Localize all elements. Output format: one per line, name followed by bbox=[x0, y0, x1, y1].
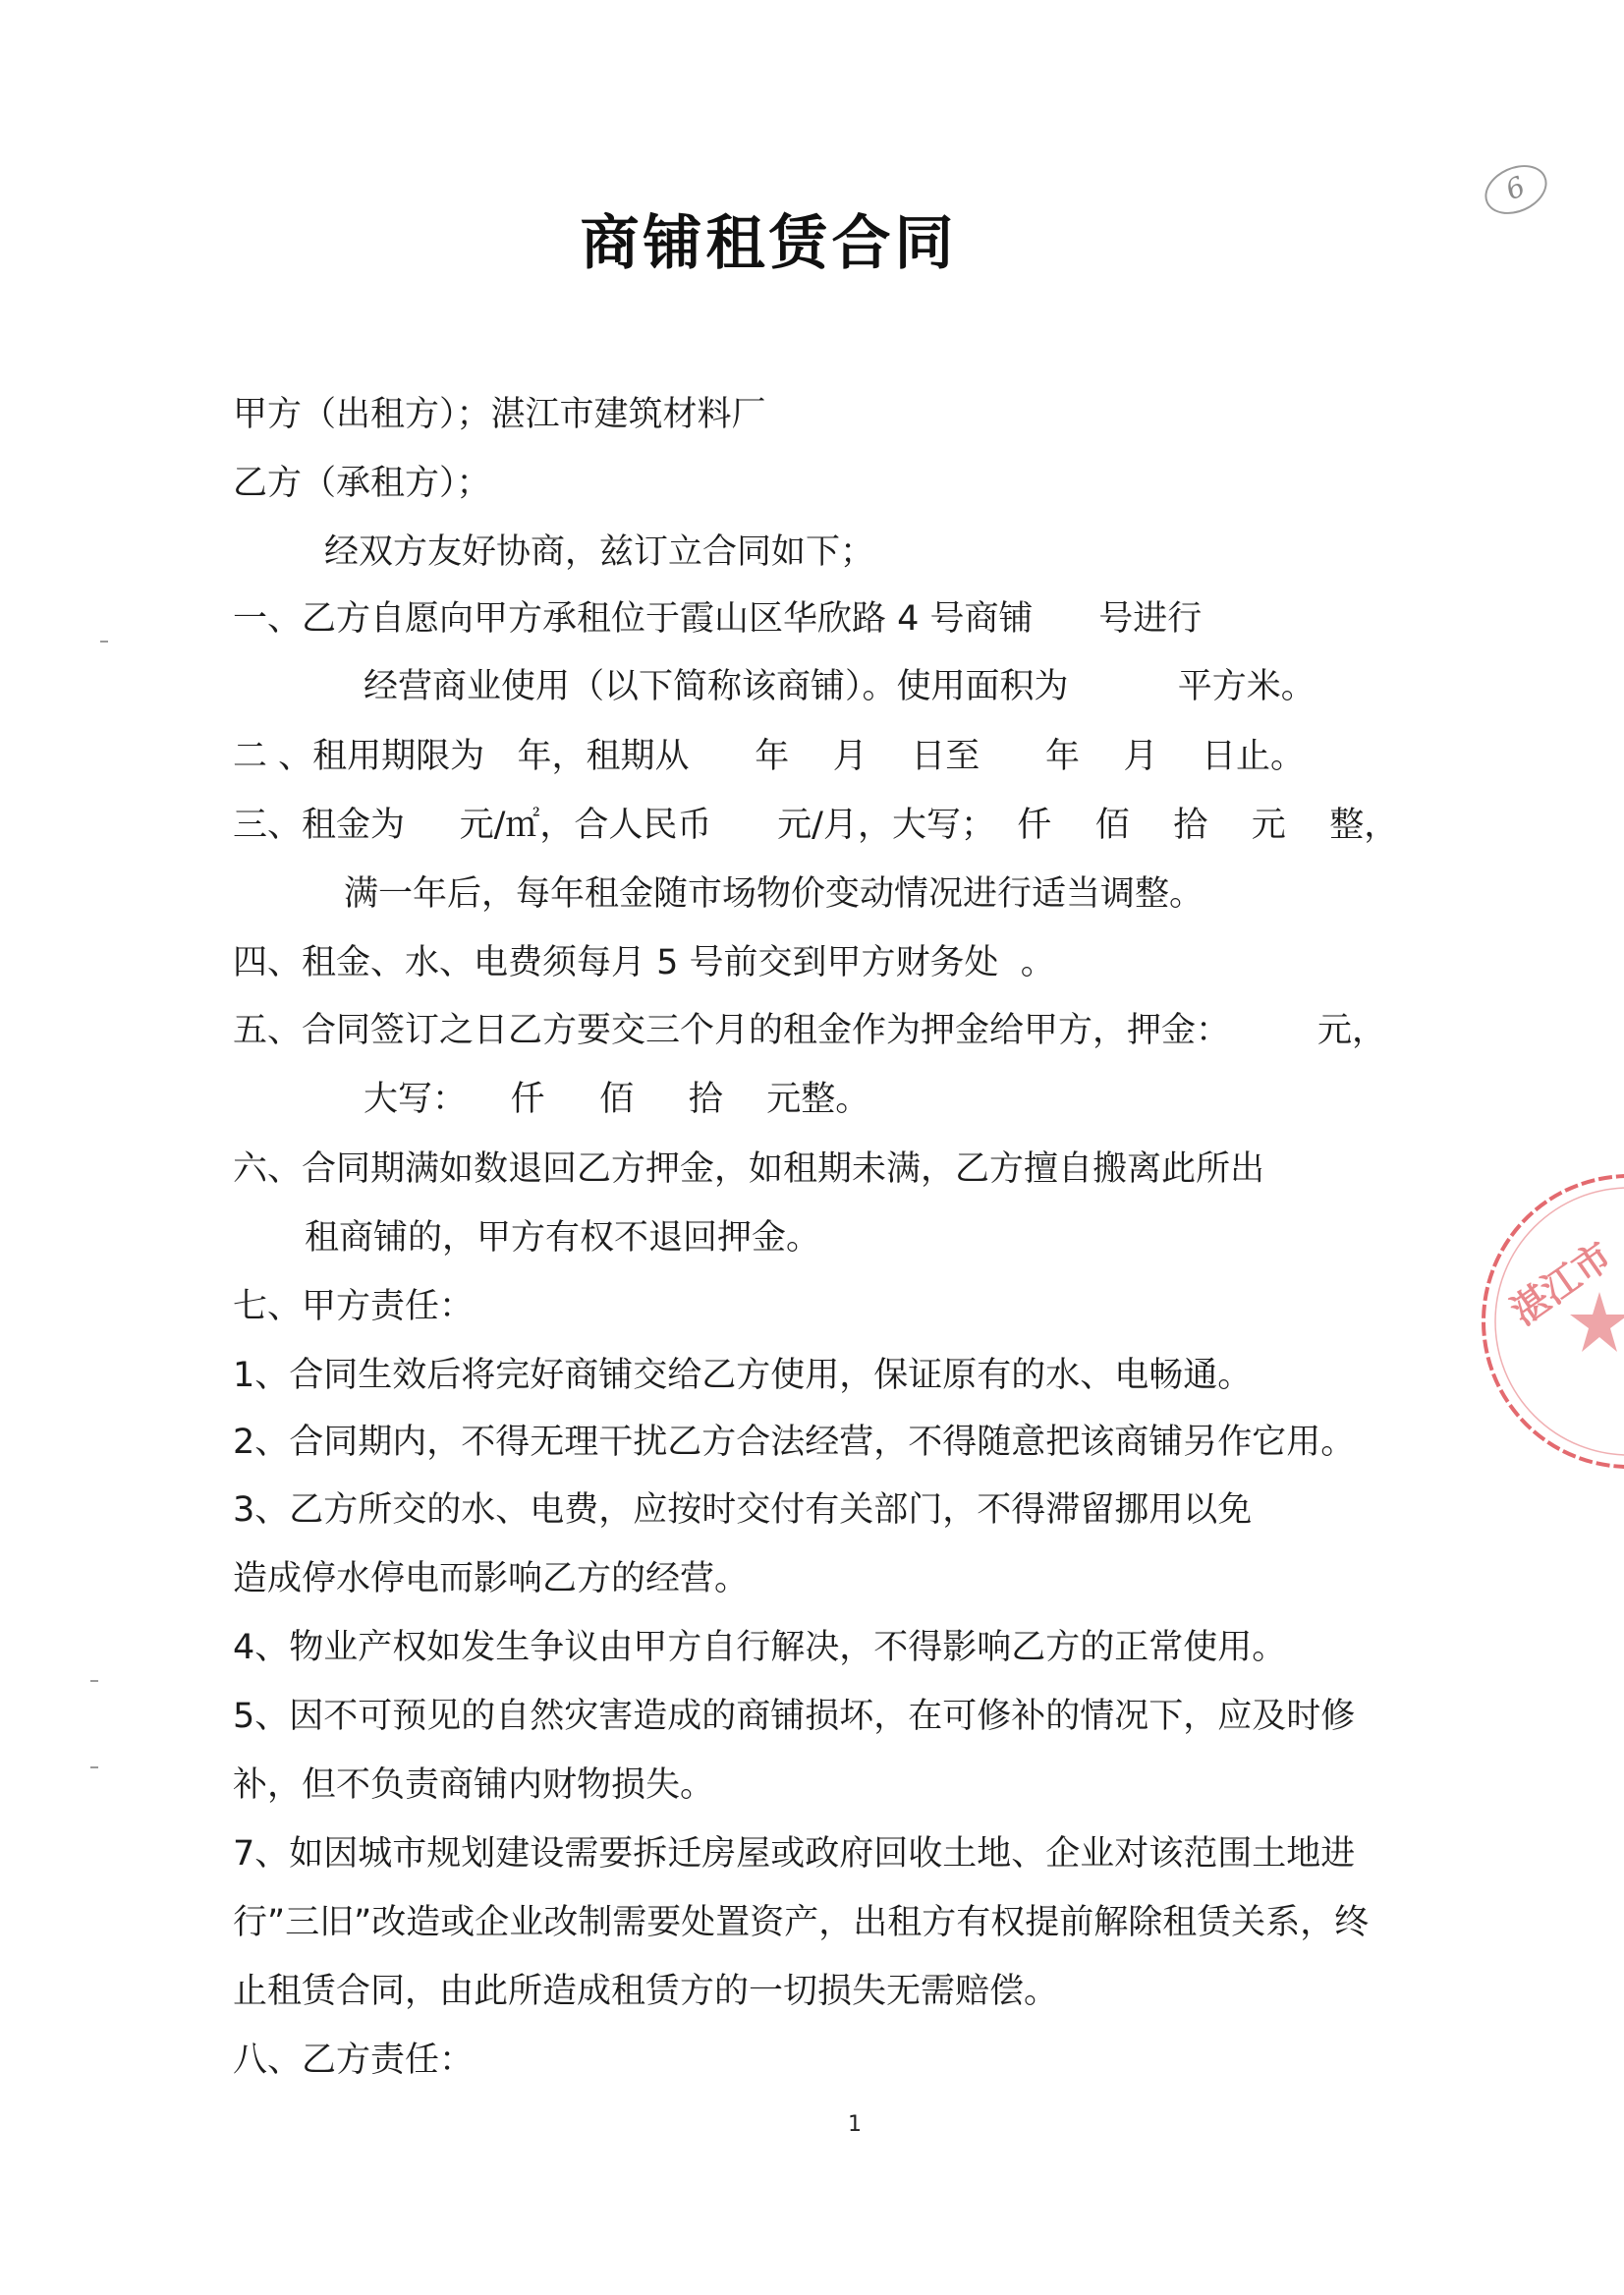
scan-mark bbox=[100, 641, 108, 643]
clause-3-cont: 满一年后，每年租金随市场物价变动情况进行适当调整。 bbox=[344, 874, 1204, 914]
item-7-7-cont-1: 行”三旧”改造或企业改制需要处置资产，出租方有权提前解除租赁关系，终 bbox=[233, 1903, 1370, 1942]
scan-mark bbox=[90, 1766, 98, 1768]
preamble-line: 经双方友好协商，兹订立合同如下； bbox=[324, 532, 875, 572]
seal-graphic bbox=[1462, 1159, 1624, 1483]
seal-text: 湛江市 bbox=[1502, 1233, 1620, 1334]
clause-1-cont: 经营商业使用（以下简称该商铺）。使用面积为 平方米。 bbox=[364, 667, 1316, 706]
party-a-line: 甲方（出租方）；湛江市建筑材料厂 bbox=[233, 395, 766, 434]
item-7-5: 5、因不可预见的自然灾害造成的商铺损坏，在可修补的情况下，应及时修 bbox=[233, 1697, 1356, 1736]
item-7-2: 2、合同期内，不得无理干扰乙方合法经营，不得随意把该商铺另作它用。 bbox=[233, 1423, 1356, 1462]
scan-mark bbox=[90, 1680, 98, 1682]
clause-6-line: 六、合同期满如数退回乙方押金，如租期未满，乙方擅自搬离此所出 bbox=[233, 1149, 1265, 1189]
item-7-3-cont: 造成停水停电而影响乙方的经营。 bbox=[233, 1559, 750, 1598]
item-7-5-cont: 补，但不负责商铺内财物损失。 bbox=[233, 1765, 715, 1805]
clause-6-cont: 租商铺的，甲方有权不退回押金。 bbox=[305, 1218, 821, 1258]
item-7-7: 7、如因城市规划建设需要拆迁房屋或政府回收土地、企业对该范围土地进 bbox=[233, 1834, 1356, 1874]
item-7-4: 4、物业产权如发生争议由甲方自行解决，不得影响乙方的正常使用。 bbox=[233, 1628, 1287, 1667]
seal-star bbox=[1570, 1292, 1624, 1352]
section-8-heading: 八、乙方责任： bbox=[233, 2041, 475, 2080]
item-7-7-cont-2: 止租赁合同，由此所造成租赁方的一切损失无需赔偿。 bbox=[233, 1972, 1059, 2011]
page-title: 商铺租赁合同 bbox=[580, 209, 958, 278]
clause-2-line: 二 、租用期限为 年，租期从 年 月 日至 年 月 日止。 bbox=[233, 737, 1306, 776]
item-7-1: 1、合同生效后将完好商铺交给乙方使用，保证原有的水、电畅通。 bbox=[233, 1356, 1253, 1395]
party-b-line: 乙方（承租方）； bbox=[233, 464, 491, 503]
company-seal bbox=[1462, 1159, 1624, 1483]
page-annotation: 6 bbox=[1477, 156, 1554, 224]
clause-5-cont: 大写： 仟 佰 拾 元整。 bbox=[364, 1080, 870, 1119]
item-7-3: 3、乙方所交的水、电费，应按时交付有关部门，不得滞留挪用以免 bbox=[233, 1490, 1253, 1530]
clause-5-line: 五、合同签订之日乙方要交三个月的租金作为押金给甲方，押金： 元， bbox=[233, 1011, 1387, 1050]
clause-3-line: 三、租金为 元/㎡，合人民币 元/月，大写； 仟 佰 拾 元 整， bbox=[233, 806, 1399, 845]
page-number: 1 bbox=[848, 2112, 862, 2137]
clause-4-line: 四、租金、水、电费须每月 5 号前交到甲方财务处 。 bbox=[233, 943, 1055, 982]
clause-1-line: 一、乙方自愿向甲方承租位于霞山区华欣路 4 号商铺 号进行 bbox=[233, 599, 1203, 639]
section-7-heading: 七、甲方责任： bbox=[233, 1287, 475, 1326]
